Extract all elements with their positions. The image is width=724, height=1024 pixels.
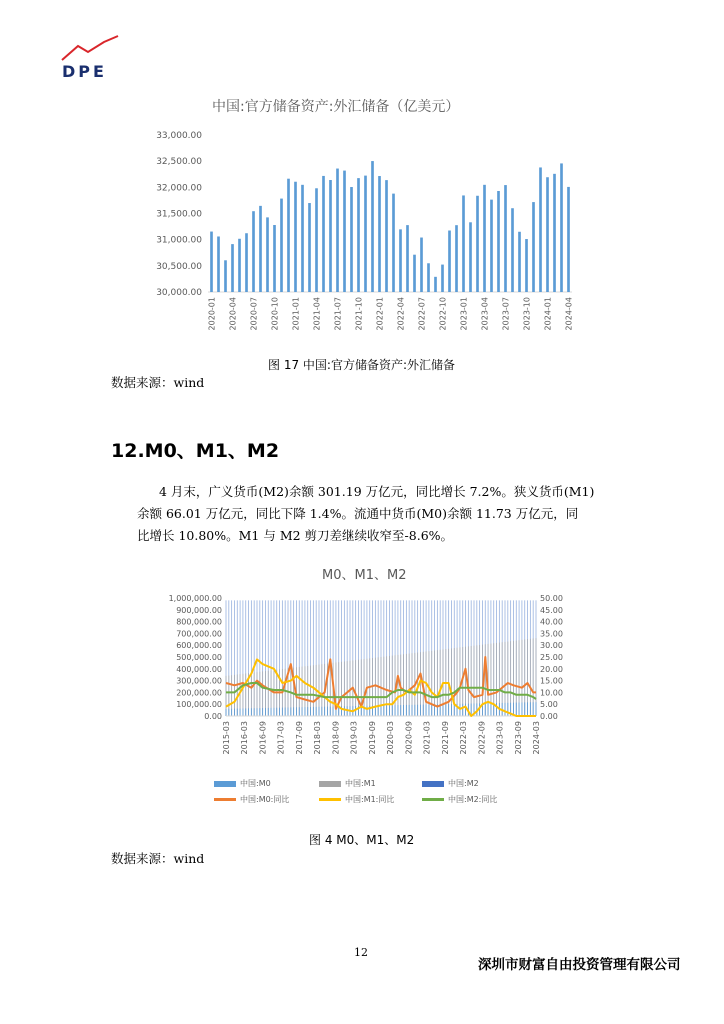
chart1-title: 中国:官方储备资产:外汇储备（亿美元） (212, 99, 460, 115)
chart1-bar (238, 239, 241, 292)
chart2-bar-m0 (299, 707, 300, 716)
chart1-bar (245, 233, 248, 292)
chart1-xtick: 2023-10 (522, 297, 532, 331)
legend-m1 (319, 778, 376, 789)
chart1-bar (259, 206, 262, 292)
chart2-ytick-right: 25.00 (540, 653, 563, 662)
chart1-bar (455, 225, 458, 292)
chart1-bar (469, 222, 472, 292)
chart2-bar-m0 (285, 708, 286, 716)
chart1-ytick: 31,500.00 (156, 209, 202, 220)
chart2-bar-m0 (330, 707, 331, 716)
chart2-bar-m0 (420, 705, 421, 716)
chart2-bar-m0 (381, 705, 382, 716)
chart2-bar-m0 (507, 703, 508, 716)
chart2-bar-m0 (259, 708, 260, 716)
chart1-xtick: 2020-07 (249, 297, 259, 331)
chart1-bar (266, 217, 269, 292)
legend-swatch-m1-yoy (319, 798, 341, 801)
chart2-bar-m0 (389, 705, 390, 716)
chart2-bar-m0 (240, 709, 241, 717)
chart2-bar-m0 (271, 708, 272, 716)
chart1-bar (483, 185, 486, 292)
chart1-bar (329, 180, 332, 292)
chart2-ytick-right: 5.00 (540, 700, 558, 710)
chart2-xtick: 2017-03 (276, 721, 286, 755)
legend-swatch-m2-yoy (422, 798, 444, 801)
chart1-bar (273, 225, 276, 292)
chart1-xtick: 2021-10 (354, 297, 364, 331)
chart1-foreign-reserves (120, 120, 590, 345)
chart2-bar-m0 (257, 708, 258, 716)
chart2-bar-m0 (319, 707, 320, 716)
chart1-bar (406, 225, 409, 292)
chart1-bar (532, 202, 535, 292)
chart2-ytick-right: 40.00 (540, 617, 563, 627)
chart2-bar-m0 (265, 708, 266, 716)
chart2-xtick: 2021-03 (422, 721, 432, 755)
chart1-bar (350, 187, 353, 292)
chart1-bar (525, 239, 528, 292)
chart2-bar-m0 (290, 707, 291, 716)
chart2-bar-m0 (524, 702, 525, 716)
legend-label-m2-yoy: 中国:M2:同比 (448, 795, 498, 804)
chart2-ytick-left: 200,000.00 (176, 688, 222, 698)
chart2-bar-m0 (245, 708, 246, 716)
legend-label-m2: 中国:M2 (448, 779, 479, 788)
chart2-bar-m0 (324, 707, 325, 716)
section-title: 12.M0、M1、M2 (111, 440, 280, 462)
chart2-bar-m0 (367, 706, 368, 716)
chart2-xtick: 2019-03 (349, 721, 359, 755)
legend-m0-yoy (214, 794, 289, 805)
chart1-bar (413, 255, 416, 292)
chart1-xtick: 2023-01 (459, 297, 469, 331)
chart1-bar (287, 179, 290, 292)
chart2-xtick: 2024-03 (532, 721, 541, 755)
chart2-bar-m0 (406, 705, 407, 716)
chart1-ytick: 30,500.00 (156, 261, 202, 272)
chart2-bar-m0 (448, 704, 449, 716)
chart1-bar (476, 196, 479, 292)
chart2-bar-m0 (395, 705, 396, 716)
chart2-bar-m0 (251, 708, 252, 716)
chart2-ytick-left: 400,000.00 (176, 664, 222, 674)
chart1-bar (427, 263, 430, 292)
chart2-bar-m0 (527, 702, 528, 716)
chart2-bar-m0 (313, 707, 314, 716)
logo-text: DPE (62, 62, 107, 81)
chart1-bar (343, 171, 346, 292)
chart1-bar (518, 232, 521, 292)
legend-swatch-m0-yoy (214, 798, 236, 801)
chart1-bar (301, 185, 304, 292)
chart1-bar (567, 187, 570, 292)
chart2-bar-m0 (519, 703, 520, 716)
chart2-bar-m0 (414, 705, 415, 716)
chart2-xtick: 2021-09 (440, 721, 450, 755)
chart2-bar-m0 (333, 707, 334, 716)
chart2-xtick: 2023-09 (513, 721, 523, 755)
chart2-bar-m0 (516, 703, 517, 716)
chart2-bar-m0 (231, 709, 232, 716)
chart1-bar (378, 176, 381, 292)
chart1-bar (546, 177, 549, 292)
chart1-bar (357, 178, 360, 292)
chart1-xtick: 2022-10 (438, 297, 448, 331)
chart2-bar-m0 (288, 707, 289, 716)
chart2-ytick-left: 100,000.00 (176, 700, 222, 710)
chart2-bar-m0 (392, 705, 393, 716)
legend-swatch-m2 (422, 781, 444, 787)
chart1-xtick: 2020-04 (228, 297, 238, 331)
chart1-bar (322, 176, 325, 292)
chart2-ytick-right: 30.00 (540, 641, 563, 651)
chart2-bar-m0 (451, 704, 452, 716)
chart1-bar (217, 236, 220, 292)
chart2-bar-m0 (496, 703, 497, 716)
chart2-title: M0、M1、M2 (322, 568, 407, 583)
chart1-bar (490, 200, 493, 292)
chart1-bar (497, 191, 500, 292)
chart2-bar-m0 (293, 707, 294, 716)
legend-m2-yoy (422, 794, 497, 805)
page-number: 12 (354, 946, 368, 959)
chart2-bar-m0 (454, 704, 455, 716)
chart1-bar (448, 231, 451, 292)
chart2-bar-m0 (276, 708, 277, 716)
chart2-bar-m0 (378, 706, 379, 716)
legend-m1-yoy (319, 794, 394, 805)
chart1-bar (560, 163, 563, 292)
chart2-bar-m0 (400, 705, 401, 716)
chart1-xtick: 2020-01 (207, 297, 217, 331)
chart2-ytick-right: 20.00 (540, 664, 563, 674)
chart2-bar-m0 (409, 705, 410, 716)
chart2-bar-m0 (488, 703, 489, 716)
company-name: 深圳市财富自由投资管理有限公司 (478, 957, 681, 973)
chart2-bar-m0 (344, 706, 345, 716)
chart1-xtick: 2023-07 (501, 297, 511, 331)
chart1-bar (308, 203, 311, 292)
chart1-bar (280, 199, 283, 292)
chart1-source: 数据来源：wind (111, 375, 205, 390)
chart2-xtick: 2023-03 (495, 721, 505, 755)
chart2-xtick: 2018-09 (331, 721, 341, 755)
chart2-ytick-right: 15.00 (540, 676, 563, 686)
chart2-bar-m0 (431, 704, 432, 716)
paragraph-line-2: 余额 66.01 万亿元，同比下降 1.4%。流通中货币(M0)余额 11.73 万亿元，同 (137, 506, 579, 521)
chart2-ytick-right: 35.00 (540, 629, 563, 639)
legend-m2 (422, 778, 479, 789)
chart2-bar-m0 (443, 704, 444, 716)
chart2-ytick-left: 500,000.00 (176, 653, 222, 662)
chart2-bar-m0 (533, 702, 534, 716)
chart1-bar (210, 232, 213, 292)
chart2-bar-m0 (296, 707, 297, 716)
chart2-bar-m0 (226, 709, 227, 716)
chart1-caption: 图 17 中国:官方储备资产:外汇储备 (268, 358, 455, 372)
chart2-ytick-left: 1,000,000.00 (168, 594, 222, 603)
chart1-ytick: 30,000.00 (156, 288, 202, 298)
chart2-bar-m0 (383, 705, 384, 716)
legend-m0 (214, 778, 271, 789)
chart1-bar (231, 244, 234, 292)
chart2-bar-m0 (302, 707, 303, 716)
chart2-bar-m0 (307, 707, 308, 716)
chart2-ytick-right: 45.00 (540, 605, 563, 615)
chart2-bar-m0 (536, 702, 537, 716)
chart2-bar-m0 (310, 707, 311, 716)
chart2-ytick-left: 0.00 (204, 712, 222, 721)
chart2-bar-m0 (386, 705, 387, 716)
chart2-xtick: 2016-03 (240, 721, 250, 755)
chart1-bar (434, 277, 437, 292)
chart2-bar-m0 (491, 703, 492, 716)
chart2-ytick-right: 0.00 (540, 712, 558, 721)
chart2-bar-m0 (279, 708, 280, 716)
chart1-bar (511, 208, 514, 292)
chart1-bar (224, 260, 227, 292)
chart1-xtick: 2021-01 (291, 297, 301, 331)
chart2-bar-m0 (282, 708, 283, 716)
chart2-xtick: 2020-09 (404, 721, 414, 755)
chart2-xtick: 2022-03 (459, 721, 469, 755)
chart2-ytick-left: 700,000.00 (176, 629, 222, 639)
legend-label-m0: 中国:M0 (240, 779, 271, 788)
chart2-bar-m0 (530, 702, 531, 716)
chart2-xtick: 2016-09 (258, 721, 268, 755)
chart2-bar-m0 (228, 709, 229, 716)
chart2-legend (214, 778, 544, 808)
chart1-bar (252, 211, 255, 292)
chart2-money-supply (140, 588, 590, 768)
chart2-bar-m0 (248, 708, 249, 716)
chart2-bar-m0 (429, 704, 430, 716)
chart2-bar-m0 (274, 708, 275, 716)
chart2-xtick: 2018-03 (313, 721, 323, 755)
chart2-caption: 图 4 M0、M1、M2 (309, 833, 415, 847)
chart1-xtick: 2022-04 (396, 297, 406, 331)
chart2-bar-m0 (237, 709, 238, 716)
chart1-bar (385, 180, 388, 292)
chart2-bar-m0 (254, 708, 255, 716)
chart1-bar (364, 176, 367, 292)
chart1-ytick: 32,500.00 (156, 157, 202, 168)
chart1-xtick: 2024-04 (564, 297, 574, 331)
chart2-xtick: 2019-09 (367, 721, 377, 755)
chart2-bar-m0 (412, 705, 413, 716)
chart1-bar (420, 238, 423, 292)
chart1-bar (392, 194, 395, 292)
chart1-bar (315, 188, 318, 292)
chart1-xtick: 2024-01 (543, 297, 553, 331)
chart2-bar-m0 (403, 705, 404, 716)
chart2-bar-m0 (522, 702, 523, 716)
chart2-xtick: 2015-03 (222, 721, 231, 755)
chart2-bar-m0 (316, 707, 317, 716)
chart2-bar-m0 (327, 707, 328, 716)
chart1-xtick: 2021-07 (333, 297, 343, 331)
chart1-bar (441, 265, 444, 292)
chart2-bar-m0 (243, 708, 244, 716)
chart2-ytick-right: 50.00 (540, 594, 563, 603)
legend-label-m1-yoy: 中国:M1:同比 (345, 795, 395, 804)
chart1-bar (462, 195, 465, 292)
chart1-ytick: 33,000.00 (156, 131, 202, 141)
chart1-bar (399, 229, 402, 292)
chart2-bar-m0 (398, 705, 399, 716)
chart1-xtick: 2022-01 (375, 297, 385, 331)
chart2-ytick-left: 600,000.00 (176, 641, 222, 651)
chart1-xtick: 2020-10 (270, 297, 280, 331)
chart2-ytick-left: 800,000.00 (176, 617, 222, 627)
chart2-xtick: 2022-09 (477, 721, 487, 755)
chart1-ytick: 32,000.00 (156, 183, 202, 194)
paragraph-line-1: 4 月末，广义货币(M2)余额 301.19 万亿元，同比增长 7.2%。狭义货币(M1) (159, 484, 595, 499)
chart2-bar-m0 (485, 703, 486, 716)
section-paragraph (137, 481, 619, 547)
chart2-bar-m0 (305, 707, 306, 716)
chart2-bar-m0 (268, 708, 269, 716)
chart2-bar-m0 (465, 704, 466, 716)
chart2-ytick-right: 10.00 (540, 688, 563, 698)
legend-label-m1: 中国:M1 (345, 779, 376, 788)
chart1-bar (294, 182, 297, 292)
chart2-bar-m0 (505, 703, 506, 716)
chart2-bar-m0 (262, 708, 263, 716)
chart1-bar (336, 169, 339, 292)
chart1-xtick: 2021-04 (312, 297, 322, 331)
chart1-bar (504, 185, 507, 292)
chart1-xtick: 2022-07 (417, 297, 427, 331)
legend-swatch-m0 (214, 781, 236, 787)
chart2-source: 数据来源：wind (111, 851, 205, 866)
chart1-ytick: 31,000.00 (156, 235, 202, 246)
chart2-bar-m0 (234, 709, 235, 716)
chart2-bar-m0 (321, 707, 322, 716)
chart1-bar (553, 174, 556, 292)
chart2-xtick: 2017-09 (294, 721, 304, 755)
legend-swatch-m1 (319, 781, 341, 787)
chart2-xtick: 2020-03 (386, 721, 396, 755)
chart1-bar (539, 167, 542, 292)
chart2-ytick-left: 300,000.00 (176, 676, 222, 686)
chart1-xtick: 2023-04 (480, 297, 490, 331)
paragraph-line-3: 比增长 10.80%。M1 与 M2 剪刀差继续收窄至-8.6%。 (137, 528, 454, 543)
chart2-bar-m0 (445, 704, 446, 716)
chart2-bar-m0 (423, 705, 424, 716)
chart1-bar (371, 161, 374, 292)
chart2-ytick-left: 900,000.00 (176, 605, 222, 615)
chart2-bar-m0 (426, 705, 427, 716)
chart2-bar-m0 (462, 704, 463, 716)
chart2-bar-m0 (417, 705, 418, 716)
legend-label-m0-yoy: 中国:M0:同比 (240, 795, 290, 804)
logo-graphic (60, 34, 122, 64)
